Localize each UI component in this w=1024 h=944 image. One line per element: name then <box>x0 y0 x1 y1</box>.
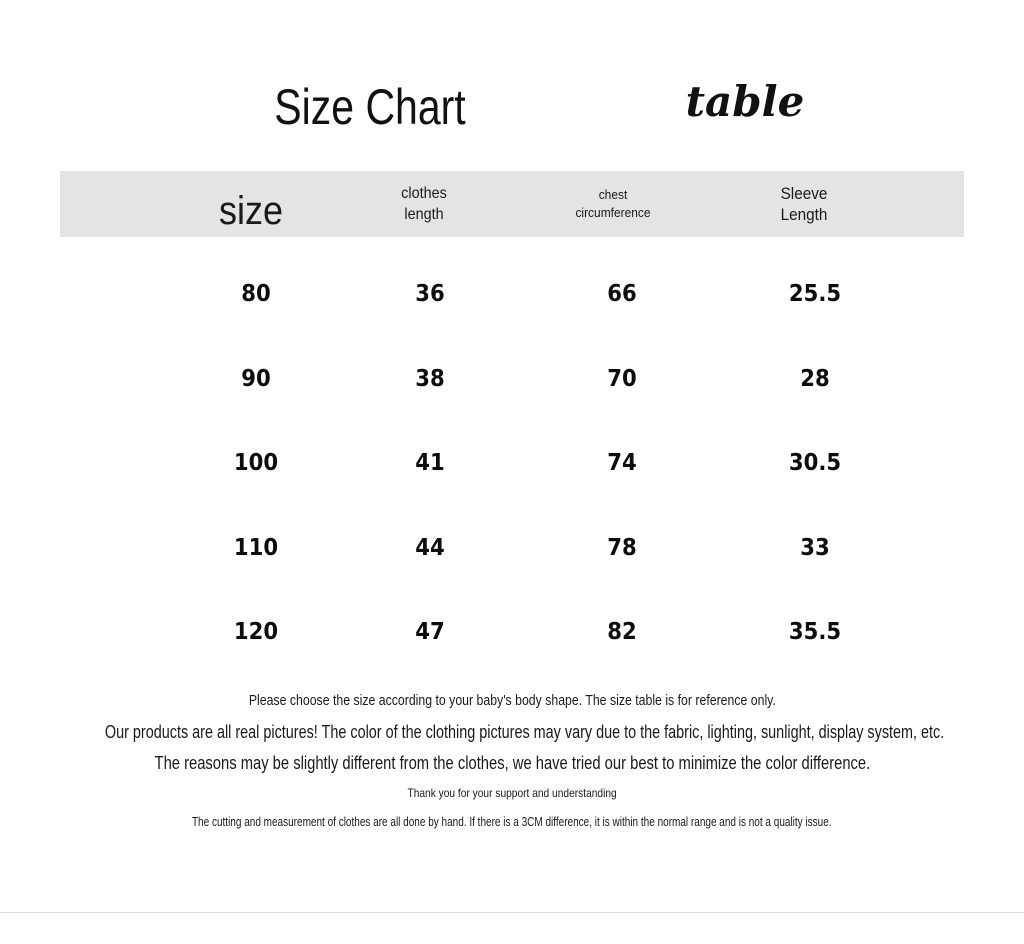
table-cell-size: 90 <box>241 366 271 392</box>
table-cell-length: 41 <box>415 450 445 476</box>
header-chest-circumference <box>558 186 668 226</box>
table-cell-sleeve: 28 <box>800 366 830 392</box>
table-cell-length: 47 <box>415 619 445 645</box>
header-size: size <box>218 189 284 233</box>
header-clothes-length-line1: clothes <box>401 185 447 202</box>
header-chest-line1: chest <box>598 187 628 202</box>
note-thanks <box>0 784 1024 802</box>
table-cell-chest: 74 <box>607 450 637 476</box>
table-cell-length: 44 <box>415 535 445 561</box>
header-chest-line2: circumference <box>575 205 651 220</box>
header-sleeve-length <box>750 183 858 227</box>
table-cell-chest: 78 <box>607 535 637 561</box>
note-real-pictures-text: Our products are all real pictures! The color of the clothing pictures may vary due to the fabric, lighting, sunlight, display system, etc. <box>104 722 945 742</box>
table-cell-sleeve: 35.5 <box>788 619 842 645</box>
page-subtitle: table <box>685 77 805 126</box>
note-color-difference-text: The reasons may be slightly different from the clothes, we have tried our best to minimize the color difference. <box>154 753 870 773</box>
table-cell-size: 110 <box>233 535 279 561</box>
note-reference-text: Please choose the size according to your baby's body shape. The size table is for reference only. <box>248 692 776 709</box>
table-cell-sleeve: 33 <box>800 535 830 561</box>
table-cell-chest: 66 <box>607 281 637 307</box>
header-clothes-length <box>370 183 478 227</box>
table-cell-length: 38 <box>415 366 445 392</box>
note-color-difference <box>0 750 1024 776</box>
table-cell-size: 120 <box>233 619 279 645</box>
table-cell-sleeve: 25.5 <box>788 281 842 307</box>
note-thanks-text: Thank you for your support and understanding <box>407 786 617 800</box>
table-cell-sleeve: 30.5 <box>788 450 842 476</box>
note-reference <box>0 690 1024 712</box>
header-sleeve-line2: Length <box>780 205 828 224</box>
table-cell-chest: 82 <box>607 619 637 645</box>
note-measurement-text: The cutting and measurement of clothes are all done by hand. If there is a 3CM difference, it is within the normal range and is not a quality issue. <box>192 815 832 829</box>
header-clothes-length-line2: length <box>404 206 444 223</box>
note-measurement <box>0 812 1024 832</box>
table-cell-size: 100 <box>233 450 279 476</box>
table-cell-size: 80 <box>241 281 271 307</box>
note-real-pictures <box>0 719 1024 745</box>
table-cell-chest: 70 <box>607 366 637 392</box>
bottom-divider <box>0 912 1024 913</box>
table-cell-length: 36 <box>415 281 445 307</box>
page-title: Size Chart <box>274 79 466 135</box>
header-sleeve-line1: Sleeve <box>780 184 828 203</box>
